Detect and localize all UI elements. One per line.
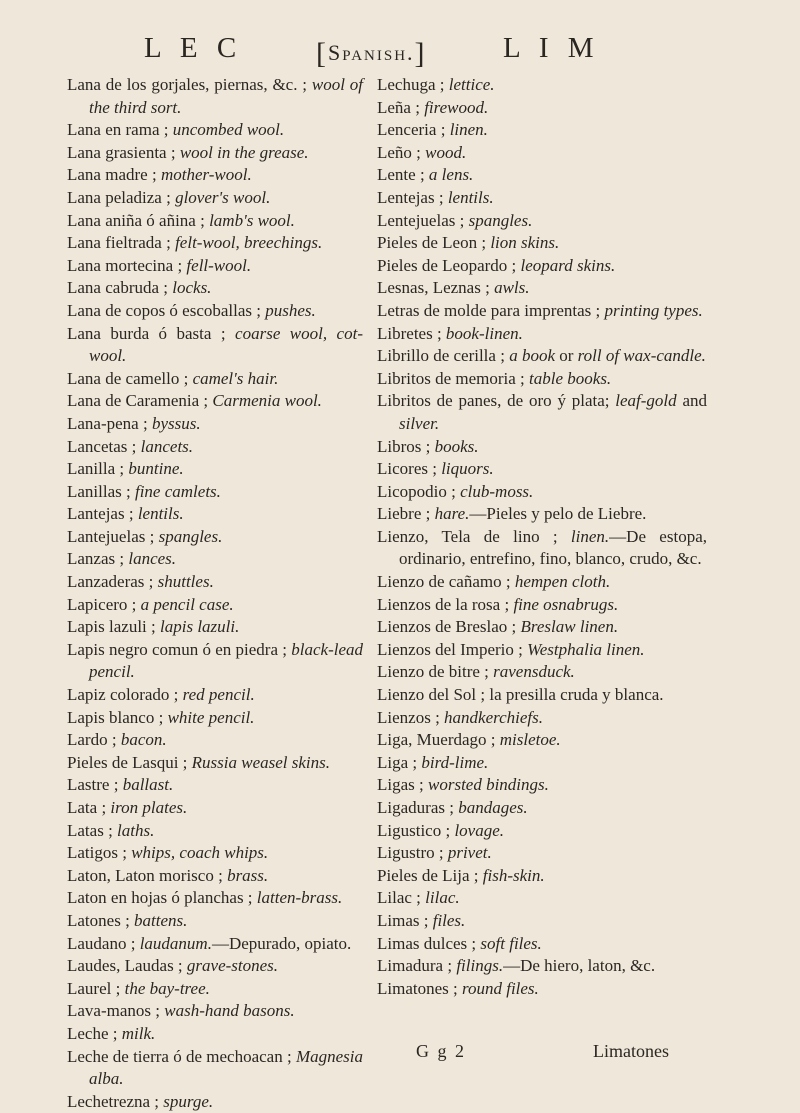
- dictionary-entry: [67, 865, 363, 888]
- english-translation: wool in the grease.: [179, 142, 309, 162]
- header-section-title: [316, 34, 427, 68]
- spanish-term: Liga ;: [377, 752, 422, 772]
- spanish-term: Lata ;: [67, 798, 111, 817]
- spanish-term: Leña ;: [377, 97, 425, 117]
- header-close-bracket: ]: [414, 37, 427, 70]
- english-translation: a lens.: [428, 165, 474, 185]
- dictionary-entry: [67, 323, 363, 368]
- english-translation: felt-wool, breechings.: [175, 233, 323, 253]
- dictionary-entry: [67, 164, 363, 187]
- dictionary-entry: [377, 74, 707, 97]
- dictionary-entry: [67, 390, 363, 413]
- left-column: [67, 74, 363, 1113]
- english-translation: a pencil case.: [140, 594, 234, 614]
- spanish-term: Lienzo de cañamo ;: [377, 572, 515, 592]
- english-translation: linen.: [570, 526, 610, 546]
- dictionary-entry: [67, 481, 363, 504]
- spanish-term: Limas ;: [377, 910, 433, 930]
- dictionary-entry: [67, 820, 363, 843]
- dictionary-entry: [377, 820, 707, 843]
- dictionary-entry: [67, 842, 363, 865]
- english-translation: book-linen.: [445, 323, 523, 343]
- english-translation: glover's wool.: [175, 187, 271, 207]
- right-column: [377, 74, 707, 1000]
- dictionary-entry: [377, 232, 707, 255]
- english-translation: Russia weasel skins.: [191, 752, 331, 772]
- spanish-term: Leche de tierra ó de mechoacan ;: [67, 1046, 296, 1066]
- spanish-term: Letras de molde para imprentas ;: [377, 300, 605, 320]
- spanish-term: Libretes ;: [377, 323, 446, 343]
- english-translation: fine osnabrugs.: [513, 594, 619, 614]
- english-translation: liquors.: [441, 459, 494, 479]
- english-translation: lancets.: [140, 436, 194, 456]
- dictionary-entry: [67, 707, 363, 730]
- english-translation: coarse wool, cot-wool.: [89, 323, 363, 366]
- dictionary-entry: [67, 774, 363, 797]
- english-translation: grave-stones.: [186, 956, 279, 976]
- english-translation: battens.: [134, 910, 188, 930]
- english-translation: bacon.: [120, 730, 167, 750]
- spanish-term: Lantejas ;: [67, 504, 138, 524]
- dictionary-entry: [377, 752, 707, 775]
- dictionary-entry: [67, 255, 363, 278]
- english-translation: leaf-gold: [615, 391, 677, 411]
- english-translation: awls.: [494, 278, 530, 298]
- spanish-term: Liebre ;: [377, 504, 435, 524]
- english-translation: whips, coach whips.: [131, 843, 269, 863]
- english-translation: fell-wool.: [186, 255, 252, 275]
- spanish-term: Laurel ;: [67, 978, 125, 998]
- english-translation: black-lead pencil.: [89, 639, 363, 682]
- spanish-term: Laton en hojas ó planchas ;: [67, 888, 257, 908]
- spanish-term: Limatones ;: [377, 978, 462, 998]
- spanish-term: Libros ;: [377, 436, 435, 456]
- spanish-term: Lienzos de Breslao ;: [377, 617, 521, 637]
- english-translation: buntine.: [128, 459, 184, 479]
- english-translation: fine camlets.: [134, 481, 221, 501]
- english-translation: files.: [432, 910, 466, 930]
- dictionary-entry: [377, 842, 707, 865]
- entry-continuation: —De hiero, laton, &c.: [503, 956, 656, 976]
- spanish-term: Lana de Caramenia ;: [67, 391, 213, 411]
- dictionary-entry: [67, 413, 363, 436]
- spanish-term: Lapiz colorado ;: [67, 685, 183, 705]
- spanish-term: Lana cabruda ;: [67, 278, 173, 298]
- dictionary-entry: [67, 933, 363, 956]
- dictionary-entry: [67, 639, 363, 684]
- english-translation: lentils.: [137, 504, 184, 524]
- dictionary-entry: [67, 684, 363, 707]
- english-translation: soft files.: [480, 933, 542, 953]
- dictionary-entry: [377, 865, 707, 888]
- spanish-term: Lienzos del Imperio ;: [377, 639, 528, 659]
- dictionary-entry: [377, 933, 707, 956]
- spanish-term: Leño ;: [377, 142, 426, 162]
- spanish-term: Lantejuelas ;: [67, 526, 159, 546]
- dictionary-entry: [377, 345, 707, 368]
- english-translation: privet.: [447, 843, 492, 863]
- dictionary-entry: [67, 594, 363, 617]
- spanish-term: Lastre ;: [67, 775, 123, 795]
- dictionary-entry: [377, 436, 707, 459]
- spanish-term: Limas dulces ;: [377, 933, 481, 953]
- english-translation: lilac.: [425, 888, 460, 908]
- spanish-term: Lapis lazuli ;: [67, 617, 161, 637]
- english-translation: lamb's wool.: [209, 210, 295, 230]
- dictionary-entry: [377, 594, 707, 617]
- spanish-term: Lana en rama ;: [67, 120, 173, 140]
- english-translation: linen.: [449, 120, 488, 140]
- dictionary-entry: [377, 300, 707, 323]
- spanish-term: Lanzas ;: [67, 549, 129, 569]
- spanish-term: Lana de copos ó escoballas ;: [67, 300, 266, 320]
- spanish-term: Lapis blanco ;: [67, 707, 168, 727]
- spanish-term: Laudano ;: [67, 933, 140, 953]
- dictionary-entry: [67, 300, 363, 323]
- english-translation: lapis lazuli.: [160, 617, 240, 637]
- dictionary-entry: [377, 458, 707, 481]
- dictionary-entry: [67, 978, 363, 1001]
- english-translation: lettice.: [448, 75, 495, 94]
- dictionary-entry: [67, 277, 363, 300]
- spanish-term: Lana mortecina ;: [67, 255, 187, 275]
- spanish-term: Lapicero ;: [67, 594, 141, 614]
- spanish-term: Lanillas ;: [67, 481, 135, 501]
- dictionary-entry: [377, 503, 707, 526]
- spanish-term: Lana madre ;: [67, 165, 161, 185]
- dictionary-entry: [377, 797, 707, 820]
- english-translation-alt: silver.: [399, 413, 440, 433]
- english-translation: wool of the third sort.: [89, 75, 363, 117]
- page-footer: [0, 1041, 800, 1069]
- english-translation: Carmenia wool.: [212, 391, 322, 411]
- spanish-term: Licores ;: [377, 459, 442, 479]
- spanish-term: Lentejas ;: [377, 187, 448, 207]
- english-translation: printing types.: [604, 300, 703, 320]
- dictionary-entry: [67, 571, 363, 594]
- english-translation: worsted bindings.: [428, 775, 549, 795]
- english-translation: milk.: [121, 1023, 156, 1043]
- english-translation: iron plates.: [110, 798, 188, 817]
- english-translation: brass.: [227, 865, 269, 885]
- english-translation: Magnesia alba.: [89, 1046, 363, 1089]
- dictionary-entry: [67, 616, 363, 639]
- spanish-term: Lana de los gorjales, piernas, &c. ;: [67, 75, 312, 94]
- spanish-term: Ligaduras ;: [377, 798, 459, 817]
- spanish-term: Limadura ;: [377, 956, 457, 976]
- spanish-term: Librillo de cerilla ;: [377, 346, 510, 366]
- dictionary-entry: [67, 503, 363, 526]
- spanish-term: Lanzaderas ;: [67, 572, 158, 592]
- dictionary-entry: [67, 729, 363, 752]
- spanish-term: Lente ;: [377, 165, 429, 185]
- english-translation: white pencil.: [167, 707, 255, 727]
- spanish-term: Lava-manos ;: [67, 1001, 165, 1021]
- spanish-term: Liga, Muerdago ;: [377, 730, 500, 750]
- dictionary-entry: [67, 1091, 363, 1113]
- english-translation-alt: roll of wax-candle.: [577, 346, 706, 366]
- dictionary-entry: [377, 684, 707, 707]
- spanish-term: Pieles de Lija ;: [377, 865, 483, 885]
- dictionary-entry: [67, 210, 363, 233]
- dictionary-entry: [67, 187, 363, 210]
- dictionary-entry: [67, 436, 363, 459]
- spanish-term: Lana burda ó basta ;: [67, 323, 236, 343]
- dictionary-entry: [377, 910, 707, 933]
- dictionary-entry: [377, 978, 707, 1001]
- entry-continuation: —De estopa, ordinario, entrefino, fino, blanco, crudo, &c.: [399, 526, 707, 569]
- spanish-term: Lilac ;: [377, 888, 426, 908]
- dictionary-entry: [377, 390, 707, 435]
- dictionary-entry: [377, 661, 707, 684]
- spanish-term: Pieles de Lasqui ;: [67, 752, 192, 772]
- english-translation: pushes.: [265, 300, 316, 320]
- spanish-term: Lentejuelas ;: [377, 210, 469, 230]
- spanish-term: Latas ;: [67, 820, 118, 840]
- english-translation: spangles.: [158, 526, 223, 546]
- dictionary-entry: [67, 142, 363, 165]
- header-open-bracket: [: [316, 37, 328, 70]
- spanish-term: Ligustico ;: [377, 820, 455, 840]
- dictionary-entry: [67, 548, 363, 571]
- english-translation: Westphalia linen.: [527, 639, 645, 659]
- english-translation: misletoe.: [499, 730, 561, 750]
- english-translation: locks.: [172, 278, 212, 298]
- spanish-term: Lapis negro comun ó en piedra ;: [67, 639, 292, 659]
- english-translation: a book: [509, 346, 555, 366]
- spanish-term: Pieles de Leon ;: [377, 233, 491, 253]
- dictionary-entry: [377, 97, 707, 120]
- spanish-term: Lienzos de la rosa ;: [377, 594, 514, 614]
- spanish-term: Ligustro ;: [377, 843, 448, 863]
- english-translation: camel's hair.: [192, 368, 279, 388]
- spanish-term: Lana peladiza ;: [67, 187, 176, 207]
- dictionary-entry: [67, 119, 363, 142]
- english-translation: shuttles.: [157, 572, 214, 592]
- dictionary-entry: [67, 74, 363, 119]
- english-translation: laths.: [117, 820, 155, 840]
- english-translation: bandages.: [458, 798, 528, 817]
- connector-text: or: [554, 346, 578, 366]
- english-translation: hempen cloth.: [514, 572, 611, 592]
- english-translation: ravensduck.: [493, 662, 575, 682]
- dictionary-entry: [377, 729, 707, 752]
- dictionary-entry: [377, 571, 707, 594]
- spanish-term: Lenceria ;: [377, 120, 450, 140]
- dictionary-entry: [67, 752, 363, 775]
- spanish-term: Lana aniña ó añina ;: [67, 210, 210, 230]
- spanish-term: Laton, Laton morisco ;: [67, 865, 228, 885]
- spanish-term: Libritos de memoria ;: [377, 368, 530, 388]
- dictionary-entry: [377, 323, 707, 346]
- dictionary-entry: [377, 887, 707, 910]
- dictionary-entry: [377, 119, 707, 142]
- english-translation: wood.: [425, 142, 467, 162]
- signature-mark: G g 2: [416, 1041, 466, 1061]
- english-translation: byssus.: [151, 413, 201, 433]
- entry-continuation: —Pieles y pelo de Liebre.: [469, 504, 647, 524]
- english-translation: mother-wool.: [160, 165, 252, 185]
- english-translation: lovage.: [454, 820, 505, 840]
- dictionary-entry: [377, 481, 707, 504]
- dictionary-entry: [67, 910, 363, 933]
- running-header: [0, 26, 800, 70]
- spanish-term: Lechetrezna ;: [67, 1091, 164, 1111]
- english-translation: spurge.: [163, 1091, 214, 1111]
- spanish-term: Lanilla ;: [67, 459, 129, 479]
- spanish-term: Lana fieltrada ;: [67, 233, 176, 253]
- spanish-term: Lienzos ;: [377, 707, 445, 727]
- dictionary-entry: [377, 210, 707, 233]
- dictionary-entry: [377, 526, 707, 571]
- spanish-term: Libritos de panes, de oro ý plata;: [377, 391, 616, 411]
- english-translation: bird-lime.: [421, 752, 489, 772]
- entry-continuation: —Depurado, opiato.: [211, 933, 352, 953]
- english-translation: handkerchiefs.: [444, 707, 544, 727]
- english-translation: wash-hand basons.: [164, 1001, 295, 1021]
- english-translation: Breslaw linen.: [520, 617, 619, 637]
- english-translation: ballast.: [122, 775, 174, 795]
- spanish-term: Lesnas, Leznas ;: [377, 278, 495, 298]
- spanish-term: Lana de camello ;: [67, 368, 193, 388]
- english-translation: table books.: [529, 368, 612, 388]
- english-translation: lances.: [128, 549, 177, 569]
- spanish-term: Licopodio ;: [377, 481, 461, 501]
- english-translation: spangles.: [468, 210, 533, 230]
- english-translation: latten-brass.: [256, 888, 343, 908]
- connector-text: and: [676, 391, 707, 411]
- spanish-term: Lienzo del Sol ; la presilla cruda y blanca.: [377, 685, 664, 705]
- dictionary-entry: [377, 707, 707, 730]
- dictionary-entry: [67, 232, 363, 255]
- spanish-term: Laudes, Laudas ;: [67, 956, 187, 976]
- spanish-term: Pieles de Leopardo ;: [377, 255, 521, 275]
- header-center-text: Spanish.: [328, 40, 415, 65]
- dictionary-entry: [377, 142, 707, 165]
- spanish-term: Leche ;: [67, 1023, 122, 1043]
- dictionary-entry: [377, 774, 707, 797]
- english-translation: lentils.: [447, 187, 494, 207]
- english-translation: uncombed wool.: [172, 120, 285, 140]
- dictionary-entry: [377, 955, 707, 978]
- dictionary-entry: [67, 797, 363, 820]
- dictionary-entry: [67, 526, 363, 549]
- dictionary-entry: [67, 887, 363, 910]
- spanish-term: Ligas ;: [377, 775, 428, 795]
- english-translation: filings.: [456, 956, 504, 976]
- english-translation: books.: [434, 436, 479, 456]
- spanish-term: Lechuga ;: [377, 75, 449, 94]
- spanish-term: Lienzo de bitre ;: [377, 662, 494, 682]
- spanish-term: Lana-pena ;: [67, 413, 152, 433]
- dictionary-entry: [377, 616, 707, 639]
- dictionary-entry: [377, 368, 707, 391]
- english-translation: laudanum.: [139, 933, 212, 953]
- header-right-letters: L I M: [503, 32, 600, 64]
- english-translation: round files.: [461, 978, 539, 998]
- english-translation: club-moss.: [460, 481, 534, 501]
- english-translation: firewood.: [424, 97, 489, 117]
- dictionary-entry: [377, 255, 707, 278]
- dictionary-entry: [67, 458, 363, 481]
- dictionary-entry: [67, 955, 363, 978]
- dictionary-entry: [67, 368, 363, 391]
- dictionary-entry: [377, 187, 707, 210]
- catchword: Limatones: [593, 1041, 669, 1061]
- dictionary-entry: [377, 639, 707, 662]
- dictionary-entry: [377, 277, 707, 300]
- english-translation: red pencil.: [182, 685, 255, 705]
- english-translation: lion skins.: [490, 233, 560, 253]
- spanish-term: Lardo ;: [67, 730, 121, 750]
- english-translation: leopard skins.: [520, 255, 616, 275]
- spanish-term: Lana grasienta ;: [67, 142, 180, 162]
- spanish-term: Lienzo, Tela de lino ;: [377, 526, 571, 546]
- english-translation: the bay-tree.: [124, 978, 210, 998]
- english-translation: fish-skin.: [482, 865, 545, 885]
- spanish-term: Latones ;: [67, 910, 135, 930]
- english-translation: hare.: [434, 504, 470, 524]
- dictionary-entry: [377, 164, 707, 187]
- dictionary-entry: [67, 1000, 363, 1023]
- spanish-term: Lancetas ;: [67, 436, 141, 456]
- header-left-letters: L E C: [144, 32, 243, 64]
- spanish-term: Latigos ;: [67, 843, 132, 863]
